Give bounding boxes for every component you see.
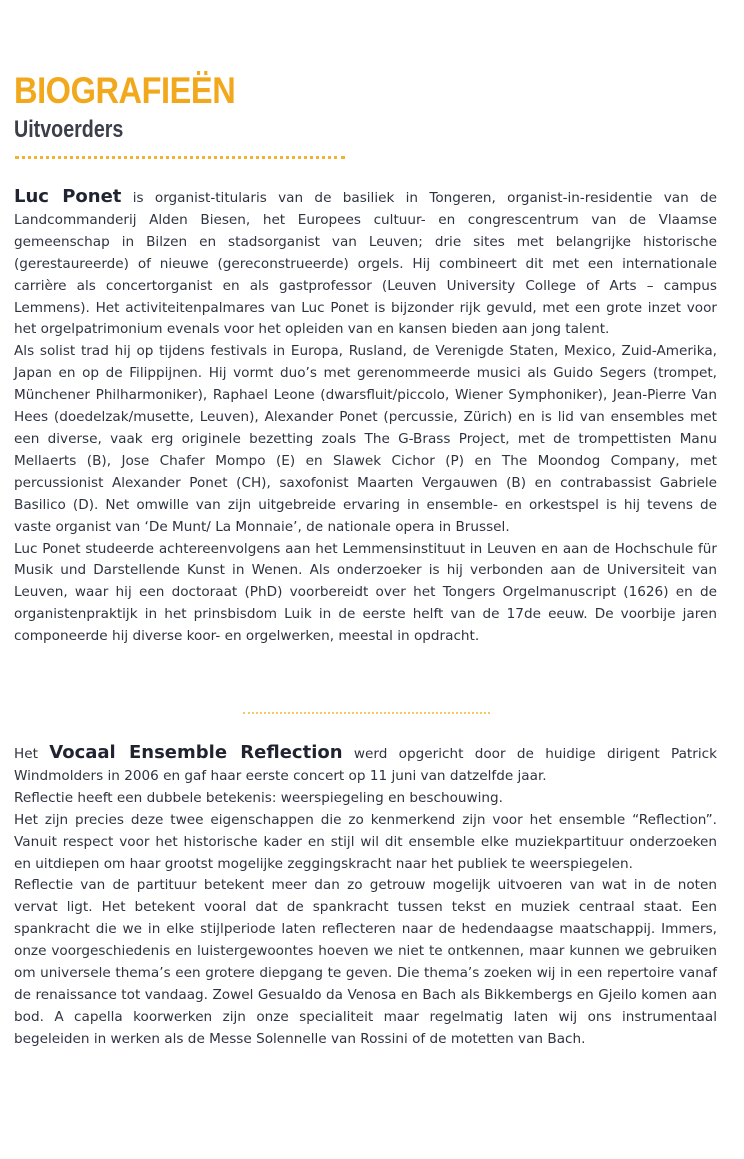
bio-vocaal-ensemble-reflection bbox=[14, 742, 717, 1051]
performer-name: Luc Ponet bbox=[14, 186, 122, 207]
page-title: BIOGRAFIEËN bbox=[14, 70, 236, 111]
bio-luc-ponet bbox=[14, 186, 717, 648]
bio-paragraph bbox=[14, 742, 717, 788]
bio-paragraph bbox=[14, 186, 717, 341]
page-subtitle: Uitvoerders bbox=[14, 116, 124, 143]
dotted-divider-top bbox=[15, 156, 345, 159]
ensemble-name: Vocaal Ensemble Reflection bbox=[49, 742, 343, 763]
bio-paragraph: Als solist trad hij op tijdens festivals in Europa, Rusland, de Verenigde Staten, Mexico, Zuid-Amerika, Japan en op de Filippijnen. Hij vormt duo’s met gerenommeerde musici als Guido Segers (trompet, Münchener Philharmoniker), Raphael Leone (dwarsfluit/piccolo, Wiener Symphoniker), Jean-Pierre Van Hees (doedelzak/musette, Leuven), Alexander Ponet (percussie, Zürich) en is lid van ensembles met een diverse, vaak erg originele bezetting zoals The G-Brass Project, met de trompettisten Manu Mellaerts (B), Jose Chafer Mompo (E) en Slawek Cichor (P) en The Moondog Company, met percussionist Alexander Ponet (CH), saxofonist Maarten Vergauwen (B) en contrabassist Gabriele Basilico (D). Net omwille van zijn uitgebreide ervaring in ensemble- en orkestspel is hij tevens de vaste organist van ‘De Munt/ La Monnaie’, de nationale opera in Brussel. bbox=[14, 343, 717, 535]
dotted-divider-middle bbox=[243, 712, 490, 714]
bio-paragraph: Reflectie van de partituur betekent meer dan zo getrouw mogelijk uitvoeren van wat in de noten vervat ligt. Het betekent vooral dat de spankracht tussen tekst en muziek centraal staat. Een spankracht die we in elke stijlperiode laten reflecteren naar de hedendaagse maatschappij. Immers, onze voorgeschiedenis en luistergewoontes hoeven we niet te ontkennen, maar kunnen we gebruiken om universele thema’s een grotere diepgang te geven. Die thema’s zoeken wij in een repertoire vanaf de renaissance tot vandaag. Zowel Gesualdo da Venosa en Bach als Bikkembergs en Gjeilo komen aan bod. A capella koorwerken zijn onze specialiteit maar regelmatig laten wij ons instrumentaal begeleiden in werken als de Messe Solennelle van Rossini of de motetten van Bach. bbox=[14, 877, 717, 1047]
bio-text: is organist-titularis van de basiliek in Tongeren, organist-in-residentie van de Landcommanderij Alden Biesen, het Europees cultuur- en congrescentrum van de Vlaamse gemeenschap in Bilzen en stadsorganist van Leuven; drie sites met belangrijke historische (gerestaureerde) of nieuwe (gereconstrueerde) orgels. Hij combineert dit met een internationale carrière als concertorganist en als gastprofessor (Leuven University College of Arts – campus Lemmens). Het activiteitenpalmares van Luc Ponet is bijzonder rijk gevuld, met een grote inzet voor het orgelpatrimonium evenals voor het opleiden van en kansen bieden aan jong talent. bbox=[14, 190, 718, 338]
bio-text: werd opgericht door de huidige dirigent Patrick Windmolders in 2006 en gaf haar eerste concert op 11 juni van datzelfde jaar. bbox=[14, 746, 717, 784]
bio-paragraph: Het zijn precies deze twee eigenschappen die zo kenmerkend zijn voor het ensemble “Reflection”. Vanuit respect voor het historische kader en stijl wil dit ensemble elke muziekpartituur onderzoeken en uitdiepen om haar grootst mogelijke zeggingskracht naar het publiek te weerspiegelen. bbox=[14, 811, 717, 872]
bio-paragraph: Luc Ponet studeerde achtereenvolgens aan het Lemmensinstituut in Leuven en aan de Hochschule für Musik und Darstellende Kunst in Wenen. Als onderzoeker is hij verbonden aan de Universiteit van Leuven, waar hij een doctoraat (PhD) voorbereidt over het Tongers Orgelmanuscript (1626) en de organistenpraktijk in het prinsbisdom Luik in de eerste helft van de 17de eeuw. De voorbije jaren componeerde hij diverse koor- en orgelwerken, meestal in opdracht. bbox=[14, 540, 717, 645]
bio-text: Het bbox=[14, 746, 50, 762]
bio-paragraph: Reflectie heeft een dubbele betekenis: weerspiegeling en beschouwing. bbox=[14, 789, 503, 806]
